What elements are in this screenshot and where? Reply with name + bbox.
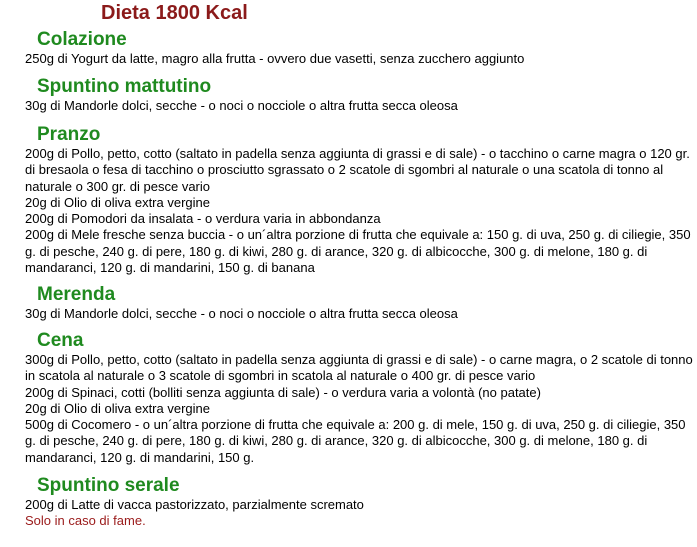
food-line: 20g di Olio di oliva extra vergine: [25, 400, 210, 416]
section-heading-merenda: Merenda: [37, 284, 116, 305]
food-line: 200g di Pomodori da insalata - o verdura varia in abbondanza: [25, 211, 381, 227]
food-line: 200g di Spinaci, cotti (bolliti senza aggiunta di sale) - o verdura varia a volontà (no patate): [25, 384, 541, 400]
section-colazione: [25, 29, 693, 67]
page-title: Dieta 1800 Kcal: [101, 2, 248, 24]
food-line: 200g di Latte di vacca pastorizzato, parzialmente scremato: [25, 497, 364, 512]
food-line: 300g di Pollo, petto, cotto (saltato in padella senza aggiunta di grassi e di sale) - o carne magra, o 2 scatole di tonno in scatola al naturale o 3 scatole di sgombri in scatola al naturale o 400 gr. di pesce vario: [25, 352, 693, 384]
food-line: 250g di Yogurt da latte, magro alla frutta - ovvero due vasetti, senza zucchero aggiunto: [25, 51, 525, 66]
section-heading-spuntino-serale: Spuntino serale: [37, 475, 180, 496]
section-merenda: [25, 284, 693, 322]
section-spuntino-serale: [25, 475, 693, 530]
note-text: Solo in caso di fame.: [25, 513, 146, 529]
section-heading-pranzo: Pranzo: [37, 124, 101, 145]
section-pranzo: [25, 124, 693, 276]
section-heading-spuntino-mattutino: Spuntino mattutino: [37, 76, 212, 97]
food-line: 500g di Cocomero - o un´altra porzione di frutta che equivale a: 200 g. di mele, 150 g. di uva, 250 g. di ciliegie, 350 g. di pesche, 240 g. di pere, 180 g. di kiwi, 280 g. di arance, 320 g. di albicocche, 300 g. di melone, 180 g. di mandaranci, 120 g. di mandarini, 150 g.: [25, 417, 686, 465]
section-heading-cena: Cena: [37, 330, 84, 351]
section-spuntino-mattutino: [25, 76, 693, 114]
section-cena: [25, 330, 693, 466]
food-line: 200g di Mele fresche senza buccia - o un´altra porzione di frutta che equivale a: 150 g. di uva, 250 g. di ciliegie, 350 g. di pesche, 240 g. di pere, 180 g. di kiwi, 280 g. di arance, 320 g. di albicocche, 300 g. di melone, 180 g. di mandaranci, 120 g. di mandarini, 150 g. di banana: [25, 227, 691, 276]
food-line: 20g di Olio di oliva extra vergine: [25, 194, 210, 210]
section-heading-colazione: Colazione: [37, 29, 127, 50]
food-line: 30g di Mandorle dolci, secche - o noci o nocciole o altra frutta secca oleosa: [25, 306, 458, 321]
food-line: 30g di Mandorle dolci, secche - o noci o nocciole o altra frutta secca oleosa: [25, 98, 458, 113]
food-line: 200g di Pollo, petto, cotto (saltato in padella senza aggiunta di grassi e di sale) - o tacchino o carne magra o 120 gr. di bresaola o fesa di tacchino o prosciutto sgrassato o 2 scatole di sgombri al naturale o una scatola di tonno al naturale o 300 gr. di pesce vario: [25, 146, 690, 194]
